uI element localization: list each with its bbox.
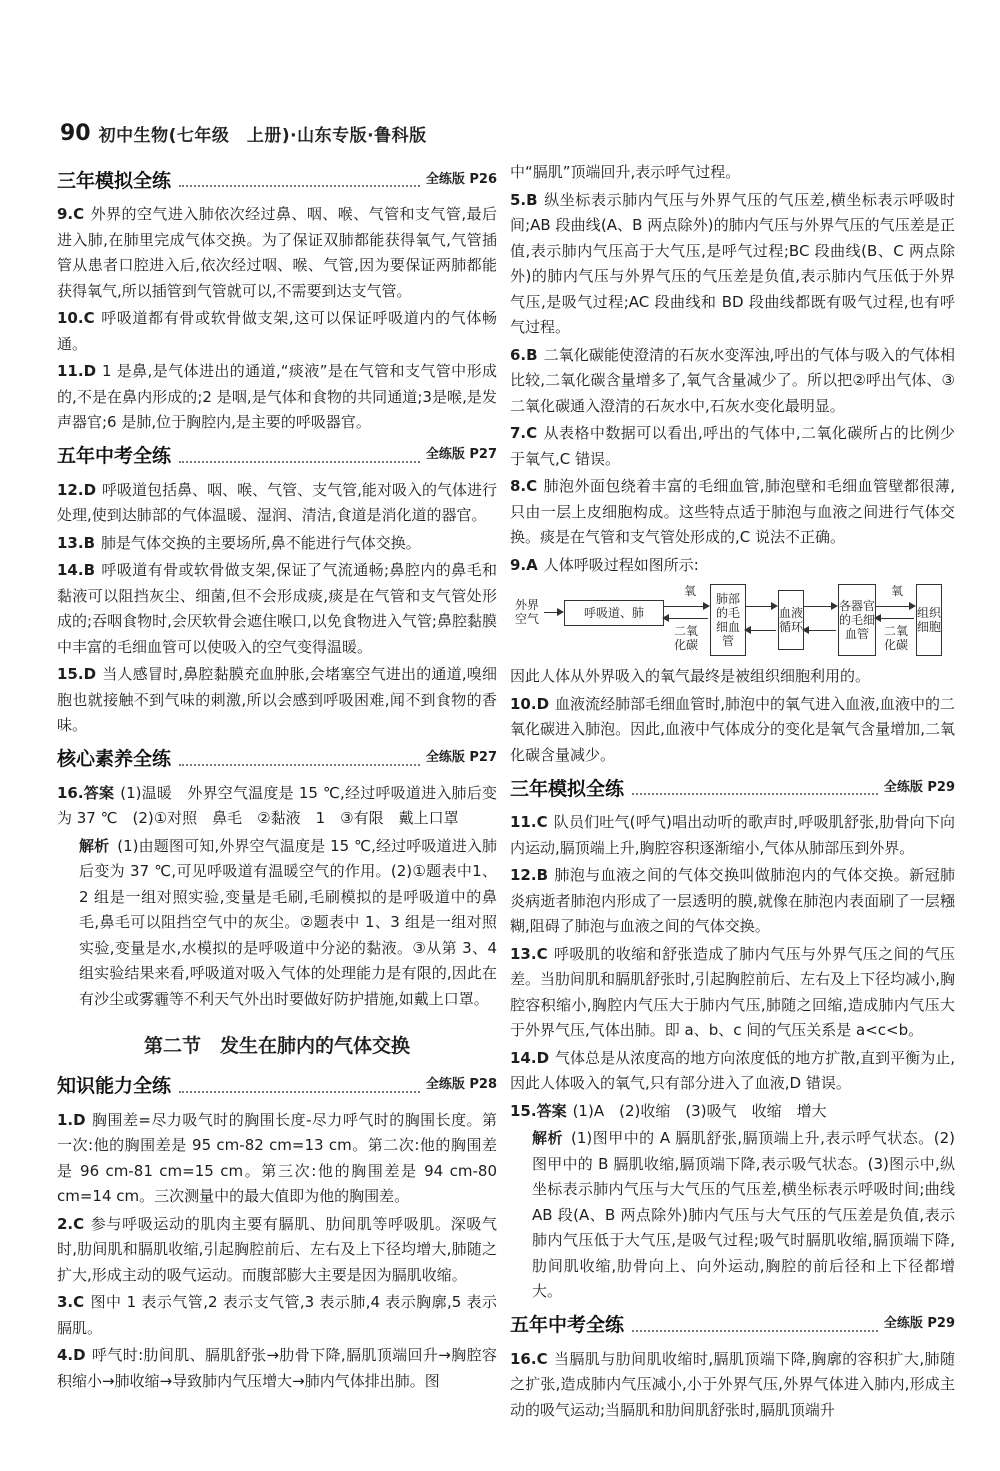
continued-text: 中“膈肌”顶端回升,表示呼气过程。 [510, 163, 741, 181]
answer-item [57, 359, 497, 436]
answer-text: 当膈肌与肋间肌收缩时,膈肌顶端下降,胸廓的容积扩大,肺随之扩张,造成肺内气压减小,小于外界气压,外界气体进入肺内,形成主动的吸气运动;当膈肌和肋间肌舒张时,膈肌顶端升 [510, 1349, 955, 1419]
answer-text: 胸围差=尽力吸气时的胸围长度-尽力呼气时的胸围长度。第一次:他的胸围差是 95 cm-82 cm=13 cm。第二次:他的胸围差是 96 cm-81 cm=15 cm。第三次:他的胸围差是 94 cm-80 cm=14 cm。三次测量中的最大值即为他的胸围差。 [57, 1110, 497, 1205]
answer-item [57, 781, 497, 832]
section-title: 三年模拟全练 [510, 777, 625, 800]
left-column [57, 160, 497, 1396]
answer-text: 参与呼吸运动的肌肉主要有膈肌、肋间肌等呼吸肌。深吸气时,肋间肌和膈肌收缩,引起胸腔前后、左右及上下径均增大,肺随之扩大,形成主动的吸气运动。而腹部膨大主要是因为膈肌收缩。 [57, 1214, 497, 1284]
arrow-icon [664, 618, 708, 619]
section-page-ref: 全练版 P28 [425, 1077, 497, 1092]
arrow-icon [544, 612, 562, 613]
answer-item [510, 942, 955, 1044]
right-column [510, 160, 955, 1425]
diagram-co2-label: 二氧化碳 [673, 624, 698, 652]
answer-number: 14.D [510, 1048, 550, 1067]
answer-item [57, 202, 497, 304]
answer-number: 10.C [57, 309, 95, 327]
section-title: 五年中考全练 [57, 445, 172, 467]
answer-item [57, 1108, 497, 1210]
answer-item [510, 1099, 955, 1125]
arrow-icon [746, 606, 776, 607]
section-header [57, 743, 497, 773]
arrow-icon [804, 630, 836, 631]
answer-number: 10.D [510, 694, 550, 713]
answer-item [57, 478, 497, 529]
section-header [510, 772, 955, 802]
answer-text: 肺是气体交换的主要场所,鼻不能进行气体交换。 [101, 533, 421, 552]
diagram-oxygen-label: 氧 [890, 584, 903, 598]
diagram-circulation: 血液循环 [778, 590, 804, 650]
answer-number: 6.B [510, 345, 538, 364]
answer-number: 11.D [57, 362, 97, 380]
answer-number: 12.D [57, 480, 97, 499]
section-header [57, 164, 497, 194]
answer-continuation: 因此人体从外界吸入的氧气最终是被组织细胞利用的。 [510, 667, 871, 685]
answer-number: 8.C [510, 477, 538, 495]
diagram-co2-label: 二氧化碳 [883, 624, 908, 652]
section-title: 五年中考全练 [510, 1314, 625, 1336]
answer-item [510, 421, 955, 472]
diagram-airway: 呼吸道、肺 [564, 600, 664, 626]
answer-item [57, 1343, 497, 1394]
analysis-tag: 解析 [79, 836, 110, 855]
section-title: 知识能力全练 [57, 1075, 172, 1097]
answer-text: 气体总是从浓度高的地方向浓度低的地方扩散,直到平衡为止,因此人体吸入的氧气,只有部分进入了血液,D 错误。 [510, 1048, 955, 1092]
answer-text: 呼吸道包括鼻、咽、喉、气管、支气管,能对吸入的气体进行处理,使到达肺部的气体温暖、湿润、清洁,食道是消化道的器官。 [57, 480, 497, 524]
section-page-ref: 全练版 P29 [883, 779, 955, 795]
answer-item [57, 1212, 497, 1289]
arrow-icon [804, 606, 836, 607]
answer-number: 7.C [510, 424, 538, 442]
answer-number: 1.D [57, 1110, 86, 1129]
answer-number: 16.答案 [57, 783, 115, 802]
diagram-outside-air: 外界空气 [514, 598, 539, 626]
analysis-text: (1)由题图可知,外界空气温度是 15 ℃,经过呼吸道进入肺后变为 37 ℃,可见呼吸道有温暖空气的作用。(2)①题表中1、2 组是一组对照实验,变量是毛刷,毛刷模拟的是呼吸道中的鼻毛,鼻毛可以阻挡空气中的灰尘。②题表中 1、3 组是一组对照实验,变量是水,水模拟的是呼吸道中分泌的黏液。③从第 3、4 组实验结果来看,呼吸道对吸入气体的处理能力是有限的,因此在有沙尘或雾霾等不利天气外出时要做好防护措施,如戴上口罩。 [79, 836, 497, 1008]
answer-text: 呼吸肌的收缩和舒张造成了肺内气压与外界气压之间的气压差。当肋间肌和膈肌舒张时,引起胸腔前后、左右及上下径均减小,胸腔容积缩小,胸腔内气压大于肺内气压,肺随之回缩,造成肺内气压大于外界气压,气体出肺。即 a、b、c 间的气压关系是 a<c<b。 [510, 944, 955, 1039]
answer-number: 16.C [510, 1349, 548, 1368]
analysis-text: (1)图甲中的 A 膈肌舒张,膈顶端上升,表示呼气状态。(2)图甲中的 B 膈肌收缩,膈顶端下降,表示吸气状态。(3)图示中,纵坐标表示肺内气压与大气压的气压差,横坐标表示呼吸时间;曲线 AB 段(A、B 两点除外)肺内气压与大气压的气压差是负值,表示肺内气压低于大气压,是吸气过程;吸气时膈肌收缩,膈顶端下降,肋间肌收缩,肋骨向上、向外运动,胸腔的前后径和上下径都增大。 [532, 1129, 955, 1300]
section-title: 三年模拟全练 [57, 169, 172, 192]
section-page-ref: 全练版 P26 [425, 171, 497, 187]
answer-text: 血液流经肺部毛细血管时,肺泡中的氧气进入血液,血液中的二氧化碳进入肺泡。因此,血液中气体成分的变化是氧气含量增加,二氧化碳含量减少。 [510, 694, 955, 764]
answer-item [57, 531, 497, 557]
diagram-oxygen-label: 氧 [683, 584, 696, 598]
answer-item [510, 1046, 955, 1097]
analysis-block [532, 1126, 955, 1305]
section-header [57, 1070, 497, 1100]
book-title: 初中生物(七年级 上册)·山东专版·鲁科版 [98, 125, 427, 146]
diagram-tissue-cells: 组织细胞 [916, 584, 942, 656]
answer-text: 二氧化碳能使澄清的石灰水变浑浊,呼出的气体与吸入的气体相比较,二氧化碳含量增多了,氧气含量减少了。所以把②呼出气体、③二氧化碳通入澄清的石灰水中,石灰水变化最明显。 [510, 345, 955, 415]
answer-text: 队员们吐气(呼气)唱出动听的歌声时,呼吸肌舒张,肋骨向下向内运动,膈顶端上升,胸腔容积逐渐缩小,气体从肺部压到外界。 [510, 813, 955, 857]
answer-item [57, 1290, 497, 1341]
answer-number: 5.B [510, 190, 538, 209]
analysis-tag: 解析 [532, 1129, 563, 1147]
section-title: 核心素养全练 [57, 748, 172, 770]
section-page-ref: 全练版 P27 [425, 447, 497, 462]
section-header [510, 1309, 955, 1339]
answer-text: 肺泡外面包绕着丰富的毛细血管,肺泡壁和毛细血管壁都很薄,只由一层上皮细胞构成。这些特点适于肺泡与血液之间进行气体交换。痰是在气管和支气管处形成的,C 说法不正确。 [510, 477, 955, 546]
answer-number: 9.C [57, 205, 85, 223]
answer-item [510, 553, 955, 579]
answer-number: 15.D [57, 665, 97, 683]
answer-text: 呼吸道都有骨或软骨做支架,这可以保证呼吸道内的气体畅通。 [57, 309, 497, 353]
page-number: 90 [60, 120, 91, 146]
answer-text: 外界的空气进入肺依次经过鼻、咽、喉、气管和支气管,最后进入肺,在肺里完成气体交换。为了保证双肺都能获得氧气,气管插管从患者口腔进入后,依次经过咽、喉、气管,因为要保证两肺都能获得氧气,所以插管到气管就可以,不需要到达支气管。 [57, 205, 497, 300]
answer-text: 呼气时:肋间肌、膈肌舒张→肋骨下降,膈肌顶端回升→胸腔容积缩小→肺收缩→导致肺内气压增大→肺内气体排出肺。图 [57, 1346, 497, 1390]
answer-item [57, 306, 497, 357]
answer-number: 14.B [57, 561, 96, 579]
answer-number: 9.A [510, 555, 538, 574]
answer-item [57, 558, 497, 660]
respiration-diagram [510, 582, 955, 660]
answer-number: 2.C [57, 1214, 85, 1233]
answer-number: 11.C [510, 813, 548, 831]
answer-item [510, 343, 955, 420]
answer-item [510, 863, 955, 940]
answer-text: 纵坐标表示肺内气压与外界气压的气压差,横坐标表示呼吸时间;AB 段曲线(A、B 两点除外)的肺内气压与外界气压的气压差是正值,表示肺内气压高于大气压,是呼气过程;BC 段曲线(B、C 两点除外)的肺内气压与外界气压的气压差是负值,表示肺内气压低于外界气压,是吸气过程;AC 段曲线和 BD 段曲线都既有吸气过程,也有呼气过程。 [510, 190, 955, 336]
answer-text: 呼吸道有骨或软骨做支架,保证了气流通畅;鼻腔内的鼻毛和黏液可以阻挡灰尘、细菌,但不会形成痰,痰是在气管和支气管处形成的;吞咽食物时,会厌软骨会遮住喉口,以免食物进入气管;鼻腔黏膜中丰富的毛细血管可以使吸入的空气变得温暖。 [57, 561, 497, 656]
answer-text: 从表格中数据可以看出,呼出的气体中,二氧化碳所占的比例少于氧气,C 错误。 [510, 424, 955, 468]
diagram-organ-capillary: 各器官的毛细血管 [838, 584, 876, 656]
answer-item [510, 188, 955, 341]
answer-text: (1)温暖 外界空气温度是 15 ℃,经过呼吸道进入肺后变为 37 ℃ (2)①对照 鼻毛 ②黏液 1 ③有限 戴上口罩 [57, 783, 497, 827]
analysis-block [79, 834, 497, 1013]
answer-item [510, 474, 955, 551]
answer-text: 图中 1 表示气管,2 表示支气管,3 表示肺,4 表示胸廓,5 表示膈肌。 [57, 1293, 497, 1337]
answer-item [510, 692, 955, 769]
answer-number: 15.答案 [510, 1101, 567, 1120]
part-title: 第二节 发生在肺内的气体交换 [143, 1035, 410, 1057]
answer-item [510, 1347, 955, 1424]
answer-text: 当人感冒时,鼻腔黏膜充血肿胀,会堵塞空气进出的通道,嗅细胞也就接触不到气味的刺激,所以会感到呼吸困难,闻不到食物的香味。 [57, 665, 497, 734]
section-page-ref: 全练版 P27 [425, 750, 497, 765]
arrow-icon [876, 606, 914, 607]
answer-item [510, 810, 955, 861]
arrow-icon [876, 618, 914, 619]
section-header [57, 440, 497, 470]
answer-text: (1)A (2)收缩 (3)吸气 收缩 增大 [572, 1101, 827, 1120]
answer-text: 人体呼吸过程如图所示: [543, 555, 699, 574]
answer-number: 4.D [57, 1346, 86, 1364]
answer-text: 肺泡与血液之间的气体交换叫做肺泡内的气体交换。新冠肺炎病逝者肺泡内形成了一层透明的膜,就像在肺泡内表面刷了一层糨糊,阻碍了肺泡与血液之间的气体交换。 [510, 866, 955, 935]
answer-number: 13.B [57, 533, 96, 552]
answer-number: 13.C [510, 944, 548, 963]
arrow-icon [664, 606, 708, 607]
section-page-ref: 全练版 P29 [883, 1316, 955, 1331]
answer-text: 1 是鼻,是气体进出的通道,“痰液”是在气管和支气管中形成的,不是在鼻内形成的;2 是咽,是气体和食物的共同通道;3是喉,是发声器官;6 是肺,位于胸腔内,是主要的呼吸器官。 [57, 362, 497, 431]
arrow-icon [746, 630, 776, 631]
diagram-lung-capillary: 肺部的毛细血管 [710, 584, 746, 656]
page-header [60, 118, 427, 148]
answer-number: 12.B [510, 866, 549, 884]
answer-item [57, 662, 497, 739]
answer-number: 3.C [57, 1293, 85, 1311]
